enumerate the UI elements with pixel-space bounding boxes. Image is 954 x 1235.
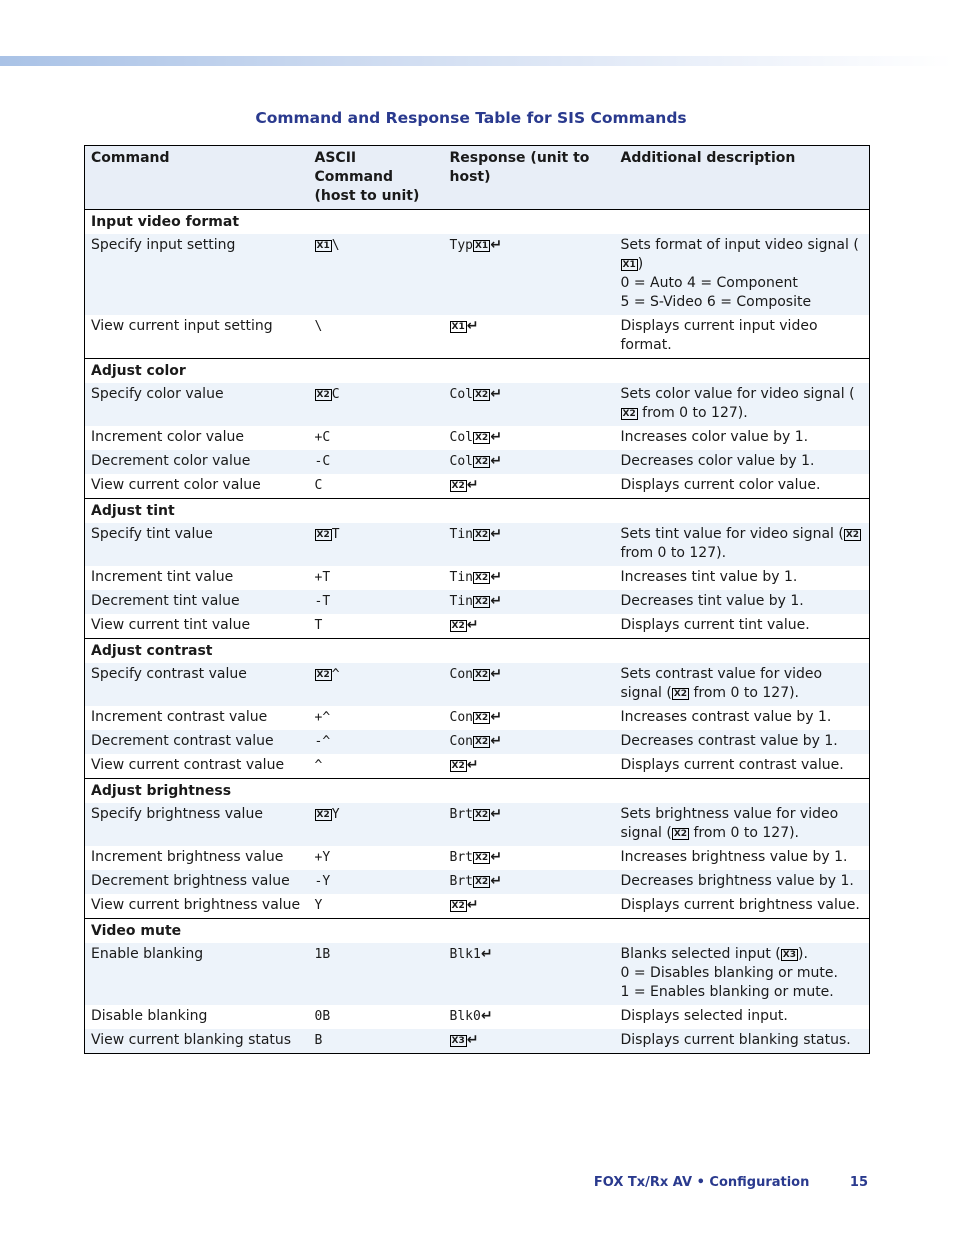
section-row [85, 499, 870, 524]
response-cell: Brt X2 ↵ [444, 870, 615, 894]
variable-box: X1 [622, 260, 636, 270]
page-number: 15 [849, 1175, 868, 1190]
table-row [85, 663, 870, 706]
description-cell: Sets brightness value for video signal ( X2 from 0 to 127). [615, 803, 870, 846]
header-description: Additional description [615, 146, 870, 210]
ascii-cell: X2 Y [309, 803, 444, 846]
return-arrow-icon: ↵ [466, 477, 479, 493]
description-cell: Displays current color value. [615, 474, 870, 499]
description-cell: Decreases tint value by 1. [615, 590, 870, 614]
variable-box: X2 [474, 853, 489, 863]
variable-box: X2 [474, 457, 489, 467]
response-cell [444, 894, 615, 919]
ascii-cell: T [309, 614, 444, 639]
description-cell: Sets format of input video signal (X1 ) 0 = Auto 4 = Component 5 = S-Video 6 = Composite [615, 234, 870, 315]
ascii-cell: Y [309, 894, 444, 919]
command-cell: Specify color value [85, 383, 309, 426]
return-arrow-icon: ↵ [490, 237, 502, 253]
description-cell: Sets tint value for video signal ( X2 from 0 to 127). [615, 523, 870, 566]
description-cell: Increases color value by 1. [615, 426, 870, 450]
variable-box: X2 [316, 670, 330, 680]
command-cell: Disable blanking [85, 1005, 309, 1029]
ascii-cell: -Y [309, 870, 444, 894]
description-cell: Displays current contrast value. [615, 754, 870, 779]
variable-box: X2 [474, 573, 489, 583]
variable-box: X2 [474, 597, 489, 607]
command-cell: Specify input setting [85, 234, 309, 315]
ascii-cell: 1B [309, 943, 444, 1005]
variable-box: X2 [474, 530, 489, 540]
variable-box: X1 [474, 241, 489, 251]
response-cell [444, 315, 615, 359]
command-cell: Increment color value [85, 426, 309, 450]
description-cell: Sets contrast value for video signal ( X2 from 0 to 127). [615, 663, 870, 706]
table-row [85, 590, 870, 614]
variable-box: X2 [451, 901, 465, 911]
ascii-cell: 0B [309, 1005, 444, 1029]
variable-box: X2 [316, 810, 330, 820]
table-row [85, 706, 870, 730]
response-cell: Brt X2 ↵ [444, 803, 615, 846]
variable-box: X2 [474, 433, 489, 443]
return-arrow-icon: ↵ [490, 526, 502, 542]
variable-box: X2 [474, 390, 489, 400]
section-label: Adjust color [85, 359, 870, 384]
ascii-cell: +Y [309, 846, 444, 870]
table-header-row [85, 146, 870, 210]
section-row [85, 639, 870, 664]
footer-label: FOX Tx/Rx AV • Configuration [593, 1175, 810, 1190]
table-row [85, 1005, 870, 1029]
description-cell: Displays selected input. [615, 1005, 870, 1029]
command-cell: View current brightness value [85, 894, 309, 919]
header-command: Command [85, 146, 309, 210]
ascii-cell: ^ [309, 754, 444, 779]
command-cell: Increment contrast value [85, 706, 309, 730]
table-row [85, 870, 870, 894]
table-row [85, 614, 870, 639]
response-cell: Con X2 ↵ [444, 730, 615, 754]
variable-box: X3 [782, 950, 796, 960]
command-cell: View current contrast value [85, 754, 309, 779]
header-response: Response (unit to host) [444, 146, 615, 210]
response-cell: Con X2 ↵ [444, 663, 615, 706]
variable-box: X2 [474, 877, 489, 887]
command-cell: Decrement brightness value [85, 870, 309, 894]
table-row [85, 1029, 870, 1054]
table-row [85, 474, 870, 499]
variable-box: X2 [845, 530, 860, 540]
variable-box: X2 [622, 409, 636, 419]
description-cell: Displays current blanking status. [615, 1029, 870, 1054]
description-cell: Increases brightness value by 1. [615, 846, 870, 870]
variable-box: X2 [451, 621, 465, 631]
ascii-cell: \ [309, 315, 444, 359]
table-row [85, 846, 870, 870]
table-title: Command and Response Table for SIS Commands [255, 109, 687, 127]
command-cell: Increment tint value [85, 566, 309, 590]
ascii-cell: +C [309, 426, 444, 450]
return-arrow-icon: ↵ [490, 593, 502, 609]
table-row [85, 383, 870, 426]
table-row [85, 234, 870, 315]
command-cell: Decrement contrast value [85, 730, 309, 754]
ascii-cell: C [309, 474, 444, 499]
variable-box: X2 [451, 761, 465, 771]
response-cell: Brt X2 ↵ [444, 846, 615, 870]
command-cell: Specify contrast value [85, 663, 309, 706]
command-cell: Specify brightness value [85, 803, 309, 846]
table-row [85, 730, 870, 754]
description-cell: Blanks selected input ( X3 ). 0 = Disables blanking or mute. 1 = Enables blanking or mute. [615, 943, 870, 1005]
response-cell [444, 614, 615, 639]
command-cell: View current tint value [85, 614, 309, 639]
variable-box: X2 [673, 689, 688, 699]
return-arrow-icon: ↵ [490, 429, 502, 445]
return-arrow-icon: ↵ [490, 666, 502, 682]
description-cell: Displays current input video format. [615, 315, 870, 359]
section-label: Adjust brightness [85, 779, 870, 804]
response-cell: Tin X2 ↵ [444, 566, 615, 590]
return-arrow-icon: ↵ [466, 897, 479, 913]
variable-box: X1 [316, 241, 330, 251]
table-row [85, 426, 870, 450]
ascii-cell: -T [309, 590, 444, 614]
return-arrow-icon: ↵ [490, 733, 502, 749]
response-cell: Col X2 ↵ [444, 450, 615, 474]
response-cell: Tin X2 ↵ [444, 590, 615, 614]
variable-box: X2 [474, 670, 489, 680]
response-cell [444, 754, 615, 779]
ascii-cell: X2 ^ [309, 663, 444, 706]
section-row [85, 779, 870, 804]
section-label: Adjust tint [85, 499, 870, 524]
command-cell: Enable blanking [85, 943, 309, 1005]
command-cell: View current input setting [85, 315, 309, 359]
page-footer [594, 1175, 868, 1190]
variable-box: X3 [451, 1036, 465, 1046]
table-row [85, 803, 870, 846]
ascii-cell: B [309, 1029, 444, 1054]
variable-box: X2 [474, 810, 489, 820]
variable-box: X1 [451, 322, 465, 332]
ascii-cell: +^ [309, 706, 444, 730]
table-row [85, 523, 870, 566]
response-cell [444, 474, 615, 499]
ascii-cell: X1 \ [309, 234, 444, 315]
variable-box: X2 [316, 530, 330, 540]
return-arrow-icon: ↵ [490, 386, 502, 402]
return-arrow-icon: ↵ [466, 318, 479, 334]
section-label: Video mute [85, 919, 870, 944]
response-cell: Col X2 ↵ [444, 426, 615, 450]
variable-box: X2 [451, 481, 465, 491]
response-cell [444, 1029, 615, 1054]
command-cell: View current blanking status [85, 1029, 309, 1054]
response-cell: Typ X1 ↵ [444, 234, 615, 315]
return-arrow-icon: ↵ [480, 1008, 493, 1024]
description-cell: Decreases color value by 1. [615, 450, 870, 474]
return-arrow-icon: ↵ [490, 873, 502, 889]
section-label: Input video format [85, 210, 870, 235]
ascii-cell: X2 T [309, 523, 444, 566]
command-cell: Decrement color value [85, 450, 309, 474]
table-row [85, 943, 870, 1005]
table-row [85, 315, 870, 359]
command-cell: Specify tint value [85, 523, 309, 566]
response-cell: Con X2 ↵ [444, 706, 615, 730]
section-row [85, 210, 870, 235]
section-row [85, 359, 870, 384]
description-cell: Increases contrast value by 1. [615, 706, 870, 730]
section-label: Adjust contrast [85, 639, 870, 664]
ascii-cell: -^ [309, 730, 444, 754]
response-cell: Blk1↵ [444, 943, 615, 1005]
response-cell: Col X2 ↵ [444, 383, 615, 426]
table-body [85, 210, 870, 1054]
response-cell: Blk0↵ [444, 1005, 615, 1029]
return-arrow-icon: ↵ [466, 757, 479, 773]
return-arrow-icon: ↵ [480, 946, 493, 962]
return-arrow-icon: ↵ [466, 1032, 479, 1048]
description-cell: Displays current tint value. [615, 614, 870, 639]
return-arrow-icon: ↵ [490, 849, 502, 865]
table-row [85, 450, 870, 474]
return-arrow-icon: ↵ [466, 617, 479, 633]
command-cell: Increment brightness value [85, 846, 309, 870]
return-arrow-icon: ↵ [490, 709, 502, 725]
command-cell: View current color value [85, 474, 309, 499]
table-row [85, 754, 870, 779]
section-row [85, 919, 870, 944]
sis-command-table [84, 145, 870, 1054]
variable-box: X2 [316, 390, 330, 400]
return-arrow-icon: ↵ [490, 806, 502, 822]
top-gradient-band [0, 56, 954, 66]
command-cell: Decrement tint value [85, 590, 309, 614]
description-cell: Displays current brightness value. [615, 894, 870, 919]
header-ascii: ASCII Command (host to unit) [309, 146, 444, 210]
description-cell: Decreases contrast value by 1. [615, 730, 870, 754]
variable-box: X2 [673, 829, 688, 839]
response-cell: Tin X2 ↵ [444, 523, 615, 566]
return-arrow-icon: ↵ [490, 569, 502, 585]
description-cell: Sets color value for video signal (X2 from 0 to 127). [615, 383, 870, 426]
table-row [85, 894, 870, 919]
description-cell: Increases tint value by 1. [615, 566, 870, 590]
ascii-cell: X2 C [309, 383, 444, 426]
return-arrow-icon: ↵ [490, 453, 502, 469]
description-cell: Decreases brightness value by 1. [615, 870, 870, 894]
ascii-cell: +T [309, 566, 444, 590]
variable-box: X2 [474, 737, 489, 747]
ascii-cell: -C [309, 450, 444, 474]
table-row [85, 566, 870, 590]
variable-box: X2 [474, 713, 489, 723]
